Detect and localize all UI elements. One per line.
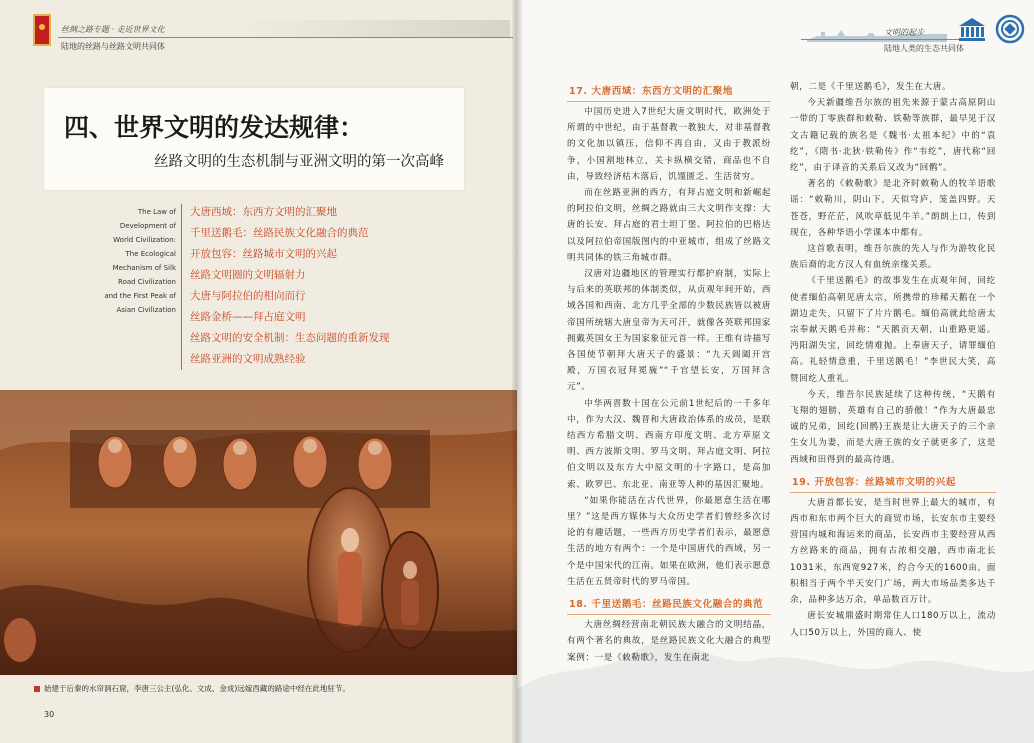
section-17-heading: 17. 大唐西域：东西方文明的汇聚地: [567, 83, 771, 102]
right-page: [517, 0, 1034, 743]
english-line: Mechanism of Silk: [112, 264, 176, 272]
section-18-heading: 18. 千里送鹅毛：丝路民族文化融合的典范: [567, 596, 771, 615]
english-line: Road Civilization: [118, 278, 176, 286]
header-banner-decoration: [240, 20, 510, 38]
paragraph: 著名的《敕勒歌》是北齐时敕勒人的牧羊语歌谣：“敕勒川，阴山下，天似穹庐，笼盖四野。天苍苍，野茫茫，风吹草低见牛羊。”朗朗上口，传到现在，各种华语小学课本中都有。: [790, 179, 996, 238]
english-line: and the First Peak of: [104, 292, 176, 300]
header-rule: [801, 39, 981, 40]
toc-divider: [181, 204, 182, 370]
photo-caption: [34, 683, 350, 694]
paragraph: 大唐首都长安，是当时世界上最大的城市，有西市和东市两个巨大的商贸市场，长安东市主要经营国内城和海运来的商品，长安西市主要经营从西方丝路来的商品，拥有古浓相交融，西市南北长1031米，东西宽927米，约合今天的1600亩，面积相当于两个半天安门广场，两大市场品类多达千余，品种多达万余，单品数百万计。: [790, 497, 996, 606]
text-column-1: [567, 83, 771, 666]
paragraph: 朝，二是《千里送鹅毛》，发生在大唐。: [790, 82, 952, 92]
english-line: The Law of: [137, 208, 176, 216]
english-line: Asian Civilization: [116, 306, 176, 314]
paragraph: 《千里送鹅毛》的故事发生在贞观年间，回纥使者缅伯高朝见唐太宗，所携带的珍稀天鹅在一个湖边走失，只留下了片片鹅毛。缅伯高就此给唐太宗奉献天鹅毛并称：“天鹅贡天朝，山重路更遥。沔阳湖失宝，回纥情难抛。上奉唐天子，请罪缅伯高。礼轻情意重，千里送鹅毛！”李世民大笑，高赞回纥人重礼。: [790, 276, 996, 384]
english-line: World Civilization:: [113, 236, 176, 244]
toc-item: 千里送鹅毛：丝路民族文化融合的典范: [190, 227, 369, 239]
caption-marker-icon: [34, 686, 40, 692]
toc-item: 大唐西域：东西方文明的汇聚地: [190, 206, 337, 218]
toc-item: 丝路金桥——拜占庭文明: [190, 311, 306, 323]
toc-item: 丝路文明的安全机制：生态问题的重新发现: [190, 332, 390, 344]
paragraph: 这首歌表明，维吾尔族的先人与作为游牧化民族后裔的北方汉人有血统亲缘关系。: [790, 244, 996, 271]
paragraph: 中华两晋数十国在公元前1世纪后的一千多年中，作为大汉、魏晋和大唐政治体系的成员，是联结西方希腊文明、西南方印度文明、北方草原文明、西方波斯文明、罗马文明、拜占庭文明、阿拉伯文明以及东方大中原文明的十字路口，是高加索、欧罗巴、东北亚、南亚等人种的基因汇聚地。: [567, 398, 771, 490]
toc-item: 丝路亚洲的文明成熟经验: [190, 353, 306, 365]
book-gutter: [512, 0, 522, 743]
chapter-title-box: [44, 88, 464, 190]
header-rule: [58, 37, 513, 38]
grotto-photo: [0, 390, 517, 675]
paragraph: 而在丝路亚洲的西方，有拜占庭文明和新崛起的阿拉伯文明，丝绸之路就由三大文明作支撑：大唐的长安、拜占庭的君士坦丁堡、阿拉伯的巴格达以及阿拉伯帝国版图内的中亚城市，组成了丝路文明共同体的铁三角城市群。: [567, 188, 771, 263]
chapter-subtitle: 丝路文明的生态机制与亚洲文明的第一次高峰: [154, 154, 444, 170]
paragraph: 大唐丝绸经营南北朝民族大融合的文明结晶，有两个著名的典故，是丝路民族文化大融合的典型案例：一是《敕勒歌》，发生在南北: [567, 620, 771, 663]
english-line: Development of: [119, 222, 176, 230]
english-title-block: [86, 205, 176, 317]
toc-item: 丝路文明圈的文明辐射力: [190, 269, 306, 281]
english-line: The Ecological: [125, 250, 176, 258]
text-column-2: [790, 79, 996, 641]
caption-text: 始建于后秦的水帘洞石窟，李唐三公主(弘化、文成、金成)远嫁西藏的路途中经在此地驻节。: [44, 684, 350, 693]
left-header-subtitle: 陆地的丝路与丝路文明共同体: [61, 42, 165, 51]
section-list: [190, 202, 490, 370]
chapter-title: 四、世界文明的发达规律：: [64, 113, 365, 142]
paragraph: “如果你能活在古代世界，你最愿意生活在哪里？”这是西方媒体与大众历史学者们曾经多次讨论的有趣话题，一些西方历史学者们表示，最愿意生活的地方有两个：一个是中国唐代的西域，另一个是中国宋代的江南。如果在欧洲，他们表示愿意生活在五贤帝时代的罗马帝国。: [567, 495, 771, 587]
toc-item: 大唐与阿拉伯的相向而行: [190, 290, 306, 302]
right-header: [517, 0, 1034, 62]
toc-item: 开放包容：丝路城市文明的兴起: [190, 248, 337, 260]
right-header-series: 文明的起步: [884, 28, 924, 37]
left-header-series: 丝绸之路专题 · 走近世界文化: [61, 25, 165, 34]
section-19-heading: 19. 开放包容：丝路城市文明的兴起: [790, 474, 996, 493]
paragraph: 唐长安城鼎盛时期常住人口180万以上，流动人口50万以上，外国的商人、使: [790, 611, 996, 638]
book-logo-icon: [33, 14, 51, 46]
paragraph: 中国历史进入7世纪大唐文明时代，欧洲处于所谓的中世纪，由于基督教一教独大，对非基督教的文化加以镇压，信仰不再自由，又由于教派纷争，小国割地林立，关卡纵横交错，商品也不自由，导致经济枯木落后，饥馑匮乏、生活贫穷。: [567, 107, 771, 182]
page-number: 30: [44, 710, 55, 719]
world-heritage-logo-icon: [995, 14, 1025, 44]
unesco-logo-icon: [957, 16, 987, 42]
paragraph: 汉唐对边疆地区的管理实行都护府制，实际上与后来的英联邦的体制类似，从贞观年间开始，西域各国和西南、北方几乎全部的少数民族皆以被唐帝国所统辖大唐皇帝为天可汗，就像各英联邦国家拥戴英国女王为国家象征元首一样。王维有诗描写各国使节朝拜大唐天子的盛景：“九天阊阖开宫殿，万国衣冠拜冕旒”“千官望长安，万国拜含元”。: [567, 269, 771, 393]
paragraph: 今天，维吾尔民族延续了这种传统，“天鹅有飞翔的翅膀，英雄有自己的骄傲！”作为大唐最忠诚的兄弟，回纥(回鹘)王族是让大唐天子的三个亲生女儿为妻，而是大唐王族的女子就更多了，这是西域和田得到的最高待遇。: [790, 389, 996, 465]
paragraph: 今天新疆维吾尔族的祖先来源于蒙古高原阴山一带的丁零族群和敕勒、铁勒等族群，最早见于汉文古籍记载的族名是《魏书·太祖本纪》中的“袁纥”，《隋书·北狄·铁勒传》作“韦纥”，唐代称“回纥”，由于译音的关系后又改为“回鹘”。: [790, 98, 996, 174]
right-header-subtitle: 陆地人类的生态共同体: [884, 44, 964, 53]
left-header: [0, 0, 517, 58]
